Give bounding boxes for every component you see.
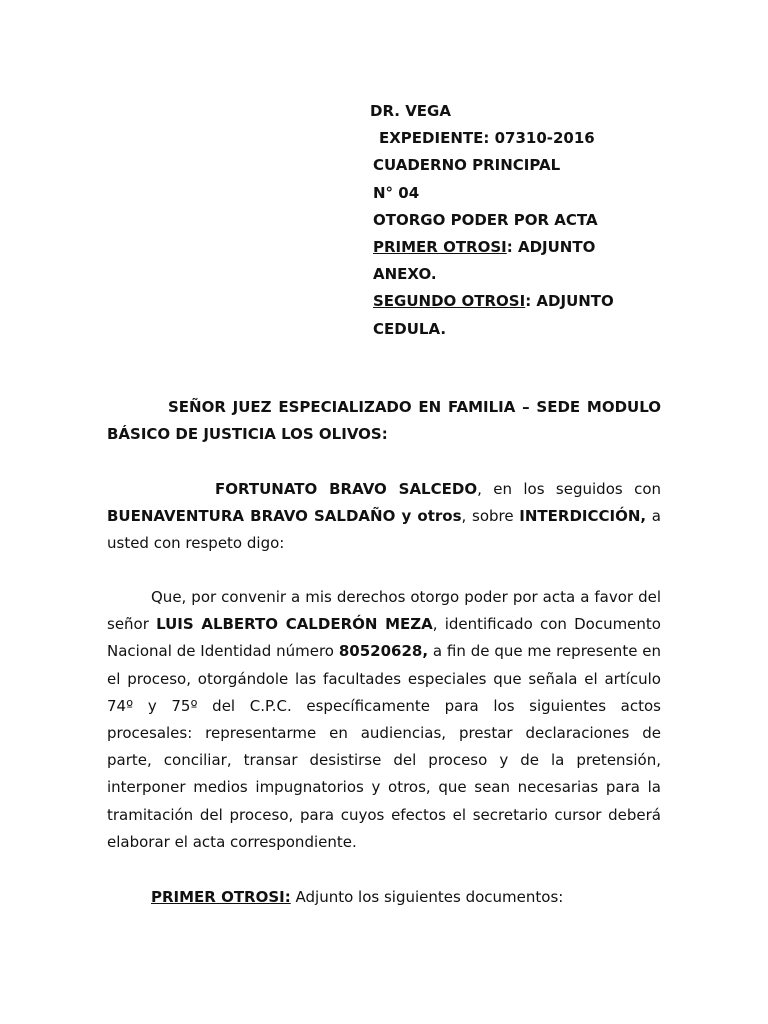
otrosi-label: PRIMER OTROSI: — [151, 888, 291, 906]
otrosi-text: Adjunto los siguientes documentos: — [290, 888, 564, 906]
matter-name: INTERDICCIÓN, — [519, 507, 647, 526]
attorney-name: LUIS ALBERTO CALDERÓN MEZA — [156, 615, 433, 634]
asunto-line: OTORGO PODER POR ACTA — [373, 210, 598, 229]
segundo-otrosi-line — [370, 288, 670, 315]
numero-line: N° 04 — [373, 183, 420, 202]
dni-number: 80520628, — [338, 642, 429, 661]
addressee-paragraph — [107, 394, 661, 448]
primer-otrosi-line — [370, 234, 670, 261]
counterpart-name: BUENAVENTURA BRAVO SALDAÑO y otros — [107, 507, 462, 526]
judge-line: DR. VEGA — [370, 102, 451, 120]
segundo-otrosi-label: SEGUNDO OTROSI — [373, 292, 526, 311]
expediente-line: EXPEDIENTE: 07310-2016 — [379, 129, 595, 148]
segundo-otrosi-line-2: CEDULA. — [373, 319, 447, 338]
petitioner-name: FORTUNATO BRAVO SALCEDO — [215, 480, 478, 498]
addressee-text: SEÑOR JUEZ ESPECIALIZADO EN FAMILIA – SEDE MODULO BÁSICO DE JUSTICIA LOS OLIVOS: — [107, 398, 661, 444]
main-paragraph: Que, por convenir a mis derechos otorgo poder por acta a favor del señor LUIS ALBERTO CALDERÓN MEZA, identificado con Documento Nacional de Identidad número 80520628, a fin de que me represente en el proceso, otorgándole las facultades especiales que señala el artículo 74º y 75º del C.P.C. específicamente para los siguientes actos procesales: representarme en audiencias, prestar declaraciones de parte, conciliar, transar desistirse del proceso y de la pretensión, interponer medios impugnatorios y otros, que sean necesarias para la tramitación del proceso, para cuyos efectos el secretario cursor deberá elaborar el acta correspondiente. — [107, 588, 662, 851]
primer-otrosi-line-2: ANEXO. — [373, 265, 437, 284]
segundo-otrosi-text: : ADJUNTO — [525, 292, 614, 311]
otrosi-paragraph — [107, 884, 661, 911]
intro-paragraph: FORTUNATO BRAVO SALCEDO, en los seguidos con BUENAVENTURA BRAVO SALDAÑO y otros, sobre INTERDICCIÓN, a usted con respeto digo: — [107, 480, 662, 553]
primer-otrosi-label: PRIMER OTROSI — [373, 238, 507, 257]
case-header — [370, 98, 670, 343]
cuaderno-line: CUADERNO PRINCIPAL — [373, 156, 561, 175]
primer-otrosi-text: : ADJUNTO — [506, 238, 596, 257]
